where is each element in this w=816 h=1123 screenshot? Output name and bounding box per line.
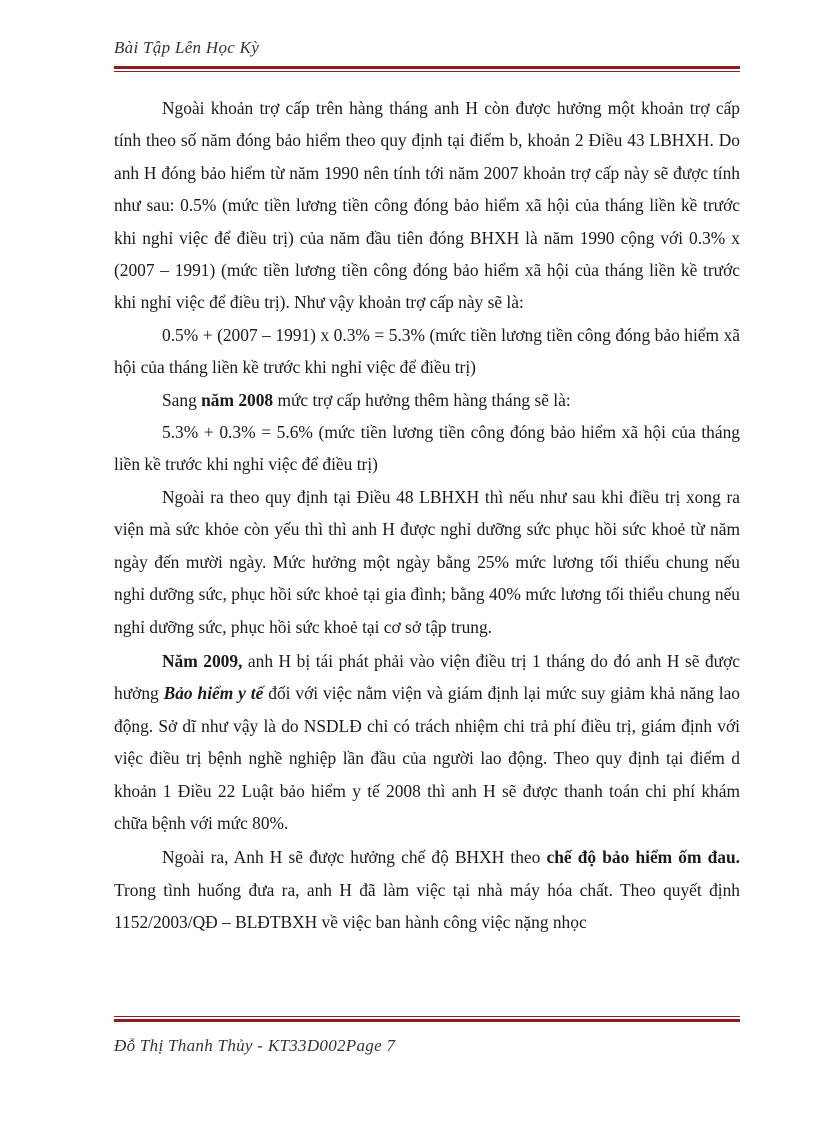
p7-text-b: Trong tình huống đưa ra, anh H đã làm việc tại nhà máy hóa chất. Theo quyết định 1152/2003/QĐ – BLĐTBXH về việc ban hành công việc nặng nhọc xyxy=(114,879,740,933)
p3-post: mức trợ cấp hưởng thêm hàng tháng sẽ là: xyxy=(273,389,571,410)
p6-text-a: anh H bị tái phát phải vào viện điều trị 1 tháng do đó anh H sẽ được hưởng xyxy=(114,650,741,704)
p7-text-a: Ngoài ra, Anh H sẽ được hưởng chế độ BHXH theo xyxy=(162,847,547,868)
paragraph-2-formula: 0.5% + (2007 – 1991) x 0.3% = 5.3% (mức tiền lương tiền công đóng bảo hiểm xã hội của tháng liền kề trước khi nghỉ việc để điều trị) xyxy=(114,324,740,378)
paragraph-4-formula: 5.3% + 0.3% = 5.6% (mức tiền lương tiền công đóng bảo hiểm xã hội của tháng liền kề trước khi nghỉ việc để điều trị) xyxy=(114,422,740,475)
paragraph-5: Ngoài ra theo quy định tại Điều 48 LBHXH thì nếu như sau khi điều trị xong ra viện mà sức khỏe còn yếu thì thì anh H được nghỉ dưỡng sức phục hồi sức khoẻ từ năm ngày đến mười ngày. Mức hưởng một ngày bằng 25% mức lương tối thiểu chung nếu nghỉ dưỡng sức, phục hồi sức khoẻ tại gia đình; bằng 40% mức lương tối thiểu chung nếu nghỉ dưỡng sức, phục hồi sức khoẻ tại cơ sở tập trung. xyxy=(114,486,740,637)
p3-bold-year: năm 2008 xyxy=(201,389,274,410)
p6-bold-year: Năm 2009, xyxy=(162,650,243,671)
paragraph-6 xyxy=(114,645,740,839)
page-header: Bài Tập Lên Học Kỳ xyxy=(114,38,260,57)
document-body xyxy=(114,92,740,939)
p3-pre: Sang xyxy=(162,389,202,410)
p6-text-b: đối với việc nằm viện và giám định lại mức suy giảm khả năng lao động. Sở dĩ như vậy là do NSDLĐ chỉ có trách nhiệm chi trả phí điều trị, giám định với việc điều trị bệnh nghề nghiệp lần đầu của người lao động. Theo quy định tại điểm d khoản 1 Điều 22 Luật bảo hiểm y tế 2008 thì anh H sẽ được thanh toán chi phí khám chữa bệnh với mức 80%. xyxy=(114,683,740,833)
page-footer: Đỗ Thị Thanh Thủy - KT33D002Page 7 xyxy=(114,1036,396,1055)
p7-bold-term: chế độ bảo hiểm ốm đau. xyxy=(546,847,741,868)
paragraph-1: Ngoài khoản trợ cấp trên hàng tháng anh H còn được hưởng một khoản trợ cấp tính theo số năm đóng bảo hiểm theo quy định tại điểm b, khoản 2 Điều 43 LBHXH. Do anh H đóng bảo hiểm từ năm 1990 nên tính tới năm 2007 khoản trợ cấp này sẽ được tính như sau: 0.5% (mức tiền lương tiền công đóng bảo hiểm xã hội của tháng liền kề trước khi nghỉ việc để điều trị) của năm đầu tiên đóng BHXH là năm 1990 cộng với 0.3% x (2007 – 1991) (mức tiền lương tiền công đóng bảo hiểm xã hội của tháng liền kề trước khi nghỉ việc để điều trị). Như vậy khoản trợ cấp này sẽ là: xyxy=(114,98,740,313)
paragraph-3 xyxy=(114,384,740,416)
footer-rule xyxy=(114,1016,740,1022)
header-rule xyxy=(114,66,740,72)
paragraph-7 xyxy=(114,841,740,938)
p6-bold-italic-term: Bảo hiểm y tế xyxy=(163,683,264,704)
